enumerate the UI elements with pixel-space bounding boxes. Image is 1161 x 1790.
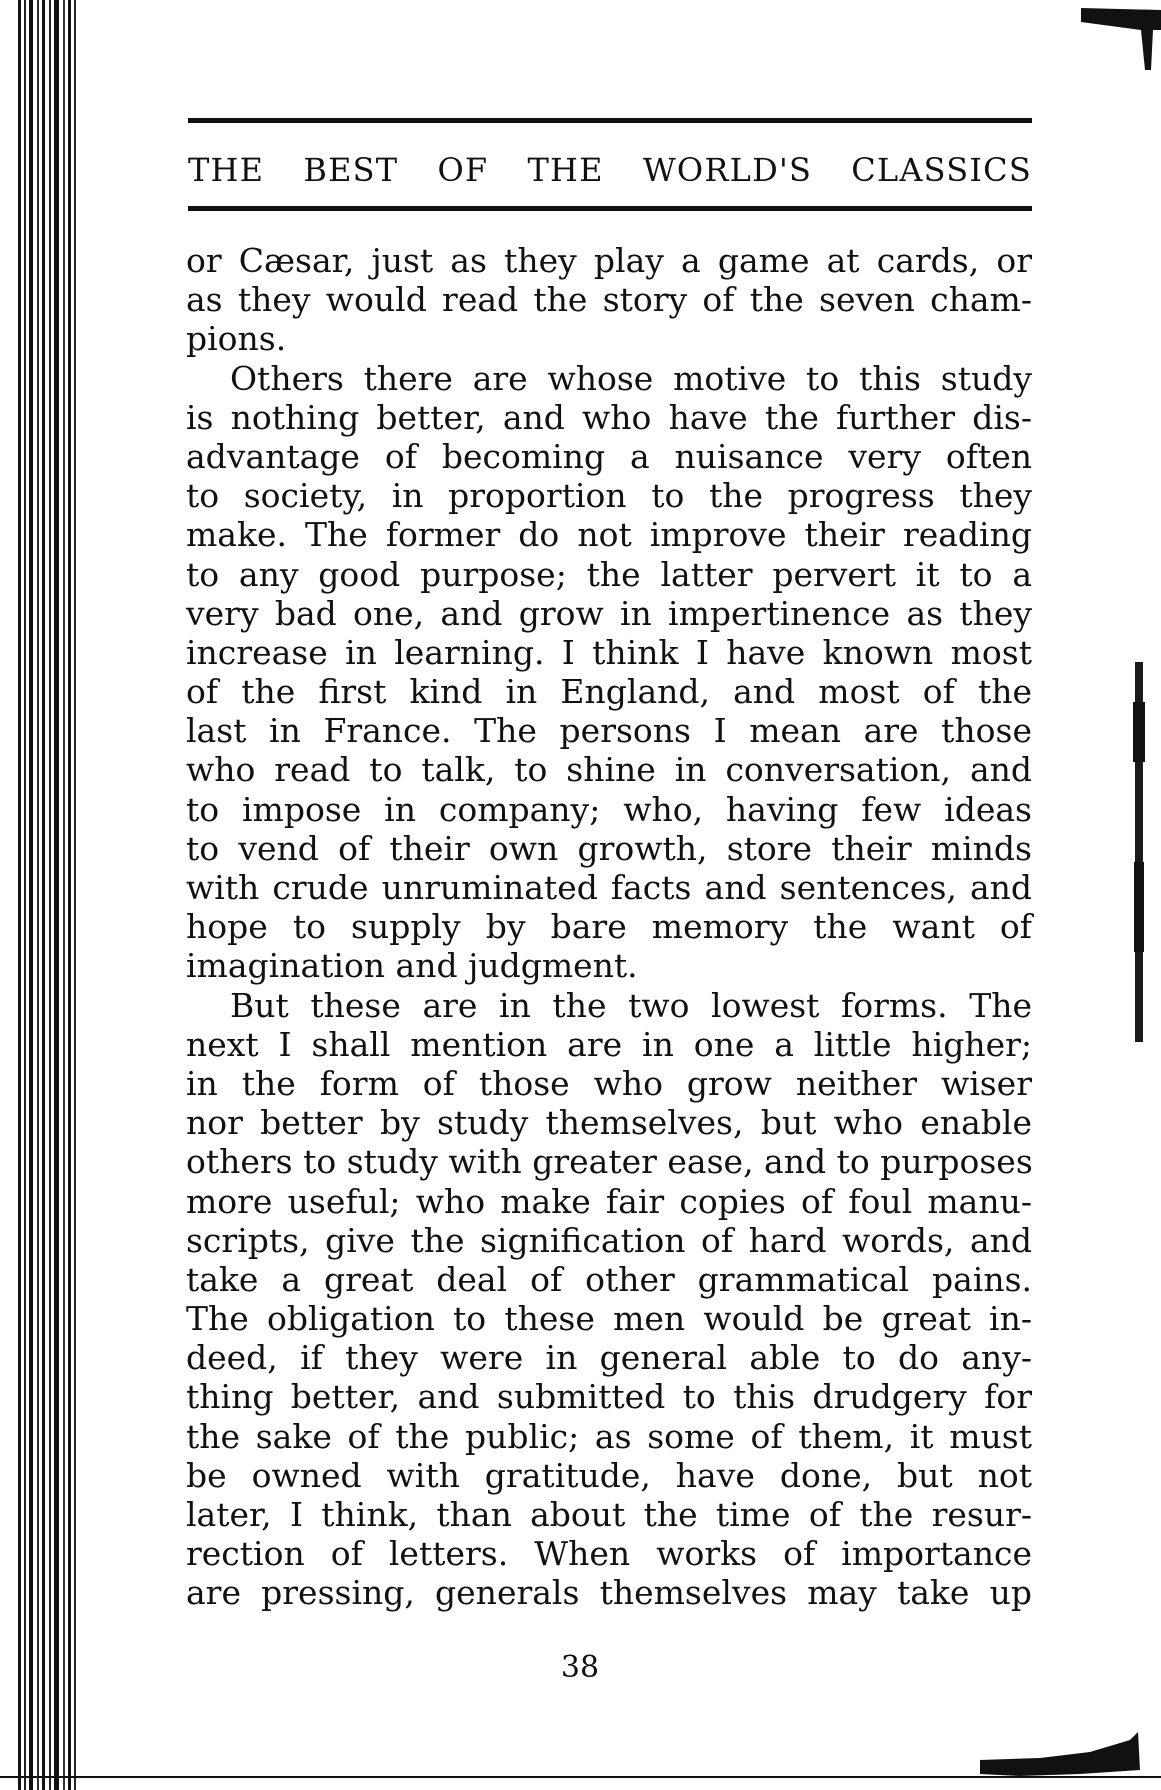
text-line: rection of letters. When works of importance (186, 1534, 1032, 1574)
text-line: scripts, give the signification of hard words, and (186, 1220, 1032, 1260)
bottom-scan-line (0, 1776, 1161, 1778)
text-line: nor better by study themselves, but who enable (186, 1103, 1032, 1143)
text-line: to impose in company; who, having few ideas (186, 789, 1032, 829)
text-line: later, I think, than about the time of the resur- (186, 1495, 1032, 1534)
text-line: very bad one, and grow in impertinence as they (186, 593, 1032, 633)
scan-artifact-top (1081, 0, 1161, 80)
text-line: others to study with greater ease, and to purposes (186, 1142, 1033, 1182)
text-line: imagination and judgment. (186, 946, 638, 986)
text-line: with crude unruminated facts and sentences, and (186, 868, 1032, 907)
text-line: advantage of becoming a nuisance very often (186, 436, 1032, 476)
text-line: more useful; who make fair copies of foul manu- (186, 1181, 1032, 1221)
body-text (186, 241, 1032, 1613)
text-line: But these are in the two lowest forms. The (230, 985, 1032, 1025)
text-line: to society, in proportion to the progress they (186, 476, 1032, 516)
text-line: thing better, and submitted to this drudgery for (186, 1377, 1032, 1417)
text-line: pions. (186, 319, 287, 359)
text-line: to vend of their own growth, store their minds (186, 828, 1032, 868)
scan-artifact-margin (1131, 662, 1149, 1042)
text-line: next I shall mention are in one a little higher; (186, 1024, 1032, 1064)
binding-gutter (16, 0, 80, 1790)
running-head: THE BEST OF THE WORLD'S CLASSICS (188, 151, 1032, 189)
text-line: the sake of the public; as some of them, it must (186, 1416, 1032, 1456)
text-line: The obligation to these men would be great in- (186, 1299, 1032, 1339)
header-rule-top (188, 118, 1032, 123)
text-line: or Cæsar, just as they play a game at cards, or (186, 241, 1032, 280)
text-line: last in France. The persons I mean are those (186, 711, 1032, 751)
text-line: to any good purpose; the latter pervert it to a (186, 554, 1032, 594)
text-line: in the form of those who grow neither wiser (186, 1063, 1032, 1103)
page-number: 38 (560, 1650, 600, 1685)
text-line: take a great deal of other grammatical pains. (186, 1259, 1032, 1299)
text-line: as they would read the story of the seven cham- (186, 280, 1032, 320)
text-line: Others there are whose motive to this study (230, 358, 1032, 398)
text-line: are pressing, generals themselves may take up (186, 1573, 1032, 1613)
text-line: be owned with gratitude, have done, but not (186, 1455, 1032, 1495)
text-line: make. The former do not improve their reading (186, 515, 1032, 555)
text-line: increase in learning. I think I have known most (186, 632, 1032, 672)
header-rule-bottom (188, 206, 1032, 211)
text-line: is nothing better, and who have the further dis- (186, 397, 1032, 437)
text-line: who read to talk, to shine in conversation, and (186, 750, 1032, 790)
scan-artifact-bottom (980, 1730, 1140, 1780)
text-line: deed, if they were in general able to do any- (186, 1338, 1032, 1378)
text-line: of the first kind in England, and most of the (186, 672, 1032, 712)
text-line: hope to supply by bare memory the want of (186, 907, 1032, 947)
